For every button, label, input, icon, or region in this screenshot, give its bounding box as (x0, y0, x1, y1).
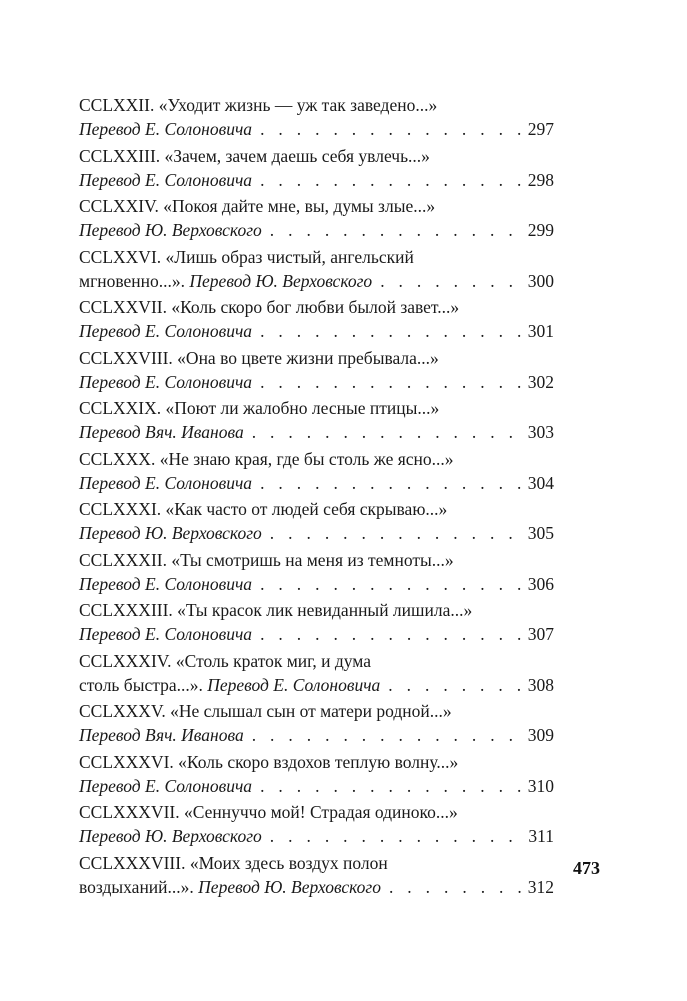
toc-entry-credit (79, 723, 244, 747)
toc-entry (79, 750, 554, 798)
toc-entry-page-number: 303 (527, 422, 554, 442)
toc-entry-translator: Перевод Е. Солоновича (79, 573, 253, 594)
dot-leader (260, 471, 522, 495)
toc-entry-credit-line (79, 824, 554, 848)
toc-entry-translator: Перевод Е. Солоновича (79, 624, 253, 644)
toc-entry-translator: Перевод Е. Солоновича (79, 371, 253, 392)
toc-entry-credit-line (79, 572, 554, 596)
toc-entry-title-continuation: воздыханий...». (79, 876, 199, 897)
toc-entry (79, 447, 554, 495)
toc-entry-title: CCLXXXII. «Ты смотришь на меня из темноты...» (79, 549, 454, 570)
toc-entry-page-number: 301 (527, 321, 554, 341)
toc-entry-page-number: 300 (527, 270, 554, 291)
toc-entry-title: CCLXXXIII. «Ты красок лик невиданный лишила...» (79, 600, 473, 620)
toc-entry-page-number: 302 (527, 371, 554, 392)
toc-entry-translator: Перевод Е. Солоновича (79, 169, 253, 190)
toc-entry-title-continuation: мгновенно...». (79, 270, 190, 291)
toc-entry-page-number: 305 (527, 523, 554, 543)
toc-entry (79, 649, 554, 697)
toc-entry-credit-line (79, 319, 554, 343)
toc-entry-credit (79, 774, 252, 798)
toc-entry (79, 295, 554, 343)
toc-entry-page-number: 307 (527, 624, 554, 644)
toc-entry (79, 851, 554, 899)
toc-entry-credit (79, 370, 252, 394)
dot-leader (270, 218, 522, 242)
toc-entry-credit-line (79, 875, 554, 899)
dot-leader (380, 269, 522, 293)
toc-entry-translator: Перевод Вяч. Иванова (79, 725, 244, 745)
toc-entry-translator: Перевод Вяч. Иванова (79, 422, 244, 442)
toc-entry (79, 548, 554, 596)
toc-entry-credit (79, 622, 252, 646)
dot-leader (389, 875, 522, 899)
dot-leader (260, 622, 522, 646)
toc-entry-title: CCLXXIV. «Покоя дайте мне, вы, думы злые...» (79, 196, 436, 216)
toc-entry-page-number: 298 (527, 169, 554, 190)
toc-entry-credit (79, 572, 252, 596)
toc-entry-title: CCLXXXVIII. «Моих здесь воздух полон (79, 852, 388, 873)
toc-entry-credit-line (79, 521, 554, 545)
toc-entry-translator: Перевод Е. Солоновича (79, 472, 253, 493)
toc-entry-credit-line (79, 269, 554, 293)
dot-leader (252, 420, 522, 444)
dot-leader (260, 370, 522, 394)
toc-entry-translator: Перевод Е. Солоновича (79, 119, 253, 139)
toc-entry-credit (79, 521, 262, 545)
toc-entry-credit (79, 218, 262, 242)
toc-entry (79, 194, 554, 242)
toc-entry (79, 396, 554, 444)
toc-entry-title: CCLXXVII. «Коль скоро бог любви былой завет...» (79, 297, 460, 317)
dot-leader (252, 723, 522, 747)
toc-entry-title: CCLXXXV. «Не слышал сын от матери родной...» (79, 701, 452, 721)
toc-entry-translator: Перевод Е. Солоновича (79, 321, 253, 341)
toc-entry-page-number: 308 (527, 674, 554, 695)
toc-entry (79, 497, 554, 545)
toc-entry-credit-line (79, 168, 554, 192)
toc-entry-credit (79, 269, 372, 293)
dot-leader (270, 521, 522, 545)
toc-entry-translator: Перевод Ю. Верховского (79, 220, 262, 240)
toc-entry-credit-line (79, 471, 554, 495)
toc-entry-credit-line (79, 622, 554, 646)
toc-entry-credit (79, 168, 252, 192)
toc-entry-page-number: 304 (527, 472, 554, 493)
dot-leader (260, 774, 522, 798)
toc-entry-credit (79, 875, 381, 899)
toc-entry-title-continuation: столь быстра...». (79, 674, 208, 695)
toc-entry (79, 346, 554, 394)
toc-entry-credit (79, 319, 252, 343)
toc-entry-credit-line (79, 117, 554, 141)
toc-entry-credit-line (79, 218, 554, 242)
toc-entry-page-number: 309 (527, 725, 554, 745)
toc-entry-page-number: 299 (527, 220, 554, 240)
toc-entry-translator: Перевод Е. Солоновича (207, 674, 381, 695)
dot-leader (388, 673, 521, 697)
toc-entry (79, 144, 554, 192)
toc-entry-page-number: 312 (527, 876, 554, 897)
toc-entry-credit (79, 117, 252, 141)
toc-entry-title: CCLXXX. «Не знаю края, где бы столь же ясно...» (79, 448, 454, 469)
toc-entry-page-number: 311 (528, 826, 554, 846)
toc-entry-credit (79, 673, 380, 697)
toc-entry-title: CCLXXVIII. «Она во цвете жизни пребывала...» (79, 347, 439, 368)
toc-entry-title: CCLXXXIV. «Столь краток миг, и дума (79, 650, 372, 671)
dot-leader (260, 572, 522, 596)
toc-entry-translator: Перевод Ю. Верховского (79, 523, 262, 543)
toc-entry-page-number: 306 (527, 573, 554, 594)
dot-leader (270, 824, 523, 848)
toc-entry (79, 93, 554, 141)
toc-entry-credit (79, 420, 244, 444)
toc-entry-page-number: 310 (527, 775, 554, 796)
toc-entry-page-number: 297 (527, 119, 554, 139)
toc-entry (79, 245, 554, 293)
toc-entry-credit (79, 471, 252, 495)
page-number: 473 (573, 858, 600, 878)
toc-entry (79, 598, 554, 646)
dot-leader (260, 168, 522, 192)
toc-entry-title: CCLXXIII. «Зачем, зачем даешь себя увлечь...» (79, 145, 430, 166)
table-of-contents (79, 93, 554, 901)
toc-entry-credit-line (79, 673, 554, 697)
toc-entry-title: CCLXXII. «Уходит жизнь — уж так заведено...» (79, 95, 438, 115)
toc-entry (79, 699, 554, 747)
toc-entry-translator: Перевод Ю. Верховского (198, 876, 381, 897)
toc-entry-translator: Перевод Ю. Верховского (189, 270, 373, 291)
toc-entry-translator: Перевод Е. Солоновича (79, 775, 253, 796)
toc-entry-credit-line (79, 723, 554, 747)
dot-leader (260, 117, 522, 141)
toc-entry-title: CCLXXIX. «Поют ли жалобно лесные птицы...» (79, 398, 440, 418)
toc-entry-title: CCLXXXVI. «Коль скоро вздохов теплую волну...» (79, 751, 459, 772)
toc-entry-translator: Перевод Ю. Верховского (79, 826, 262, 846)
toc-entry-credit-line (79, 774, 554, 798)
toc-entry-title: CCLXXVI. «Лишь образ чистый, ангельский (79, 246, 414, 267)
toc-entry-title: CCLXXXVII. «Сеннуччо мой! Страдая одиноко...» (79, 802, 458, 822)
toc-entry-credit-line (79, 420, 554, 444)
dot-leader (260, 319, 522, 343)
toc-entry-title: CCLXXXI. «Как часто от людей себя скрываю...» (79, 499, 448, 519)
toc-entry (79, 800, 554, 848)
toc-entry-credit (79, 824, 262, 848)
toc-entry-credit-line (79, 370, 554, 394)
